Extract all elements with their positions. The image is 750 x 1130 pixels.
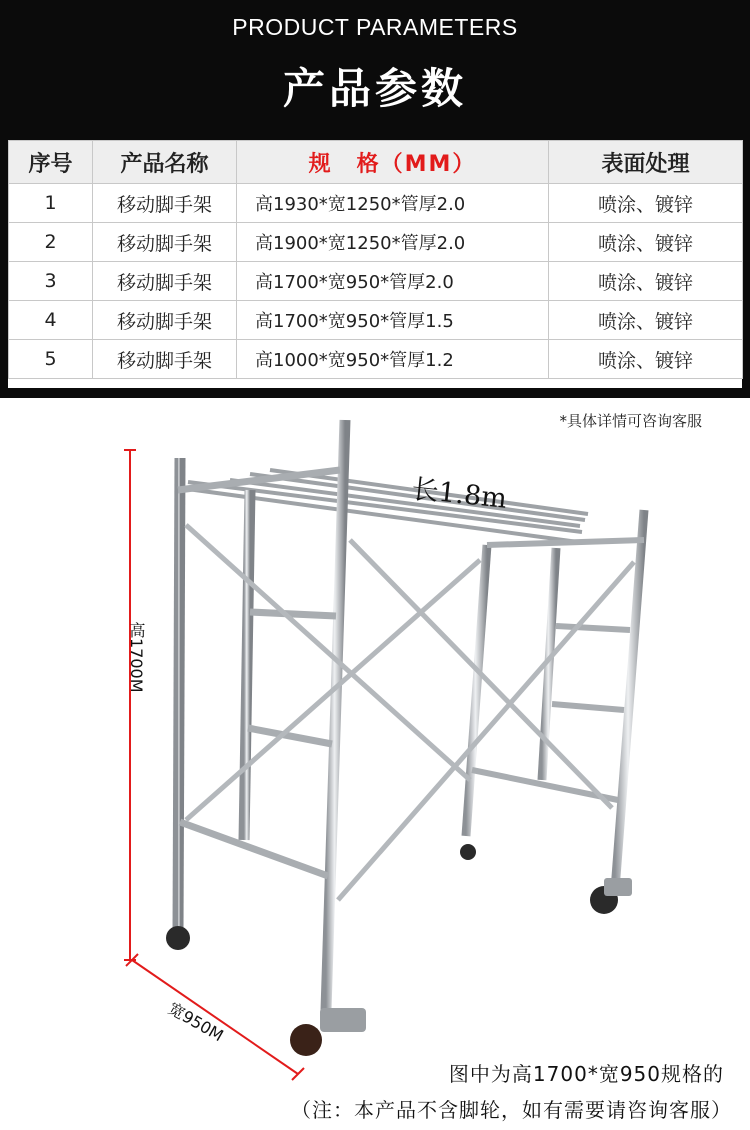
cell-index: 1	[9, 184, 93, 223]
cell-spec: 高1700*宽950*管厚2.0	[237, 262, 549, 301]
caption-spec: 图中为高1700*宽950规格的	[448, 1062, 724, 1086]
cell-product-name: 移动脚手架	[93, 223, 237, 262]
header-surface: 表面处理	[549, 141, 743, 184]
caption-note: （注：本产品不含脚轮，如有需要请咨询客服）	[291, 1098, 732, 1122]
cell-index: 3	[9, 262, 93, 301]
table-row	[9, 262, 743, 301]
cell-product-name: 移动脚手架	[93, 262, 237, 301]
height-label: 高1700M	[127, 622, 146, 693]
header-spec: 规 格（MM）	[237, 141, 549, 184]
header-index: 序号	[9, 141, 93, 184]
cell-index: 4	[9, 301, 93, 340]
consult-note: *具体详情可咨询客服	[559, 412, 702, 430]
cell-product-name: 移动脚手架	[93, 184, 237, 223]
table-row	[9, 301, 743, 340]
title-cn: 产品参数	[282, 64, 467, 113]
scaffold-illustration	[0, 400, 750, 1130]
cell-spec: 高1930*宽1250*管厚2.0	[237, 184, 549, 223]
table-row	[9, 184, 743, 223]
width-label: 宽950M	[165, 998, 227, 1046]
cell-spec: 高1000*宽950*管厚1.2	[237, 340, 549, 379]
length-label: 长1.8m	[410, 473, 509, 515]
cell-surface: 喷涂、镀锌	[549, 340, 743, 379]
cell-product-name: 移动脚手架	[93, 301, 237, 340]
header-banner	[0, 0, 750, 398]
cell-spec: 高1700*宽950*管厚1.5	[237, 301, 549, 340]
cell-index: 5	[9, 340, 93, 379]
table-row	[9, 223, 743, 262]
cell-index: 2	[9, 223, 93, 262]
header-product-name: 产品名称	[93, 141, 237, 184]
cell-spec: 高1900*宽1250*管厚2.0	[237, 223, 549, 262]
cell-surface: 喷涂、镀锌	[549, 262, 743, 301]
cell-surface: 喷涂、镀锌	[549, 301, 743, 340]
cell-product-name: 移动脚手架	[93, 340, 237, 379]
table-row	[9, 340, 743, 379]
front-rungs	[178, 470, 340, 876]
parameters-table-wrap	[8, 140, 742, 388]
parameters-table	[8, 140, 743, 379]
table-header-row	[9, 141, 743, 184]
cell-surface: 喷涂、镀锌	[549, 223, 743, 262]
rear-frame	[466, 510, 644, 890]
dimension-lines	[124, 450, 304, 1080]
cell-surface: 喷涂、镀锌	[549, 184, 743, 223]
title-en: PRODUCT PARAMETERS	[232, 14, 518, 40]
caster-wheels	[166, 844, 632, 1056]
